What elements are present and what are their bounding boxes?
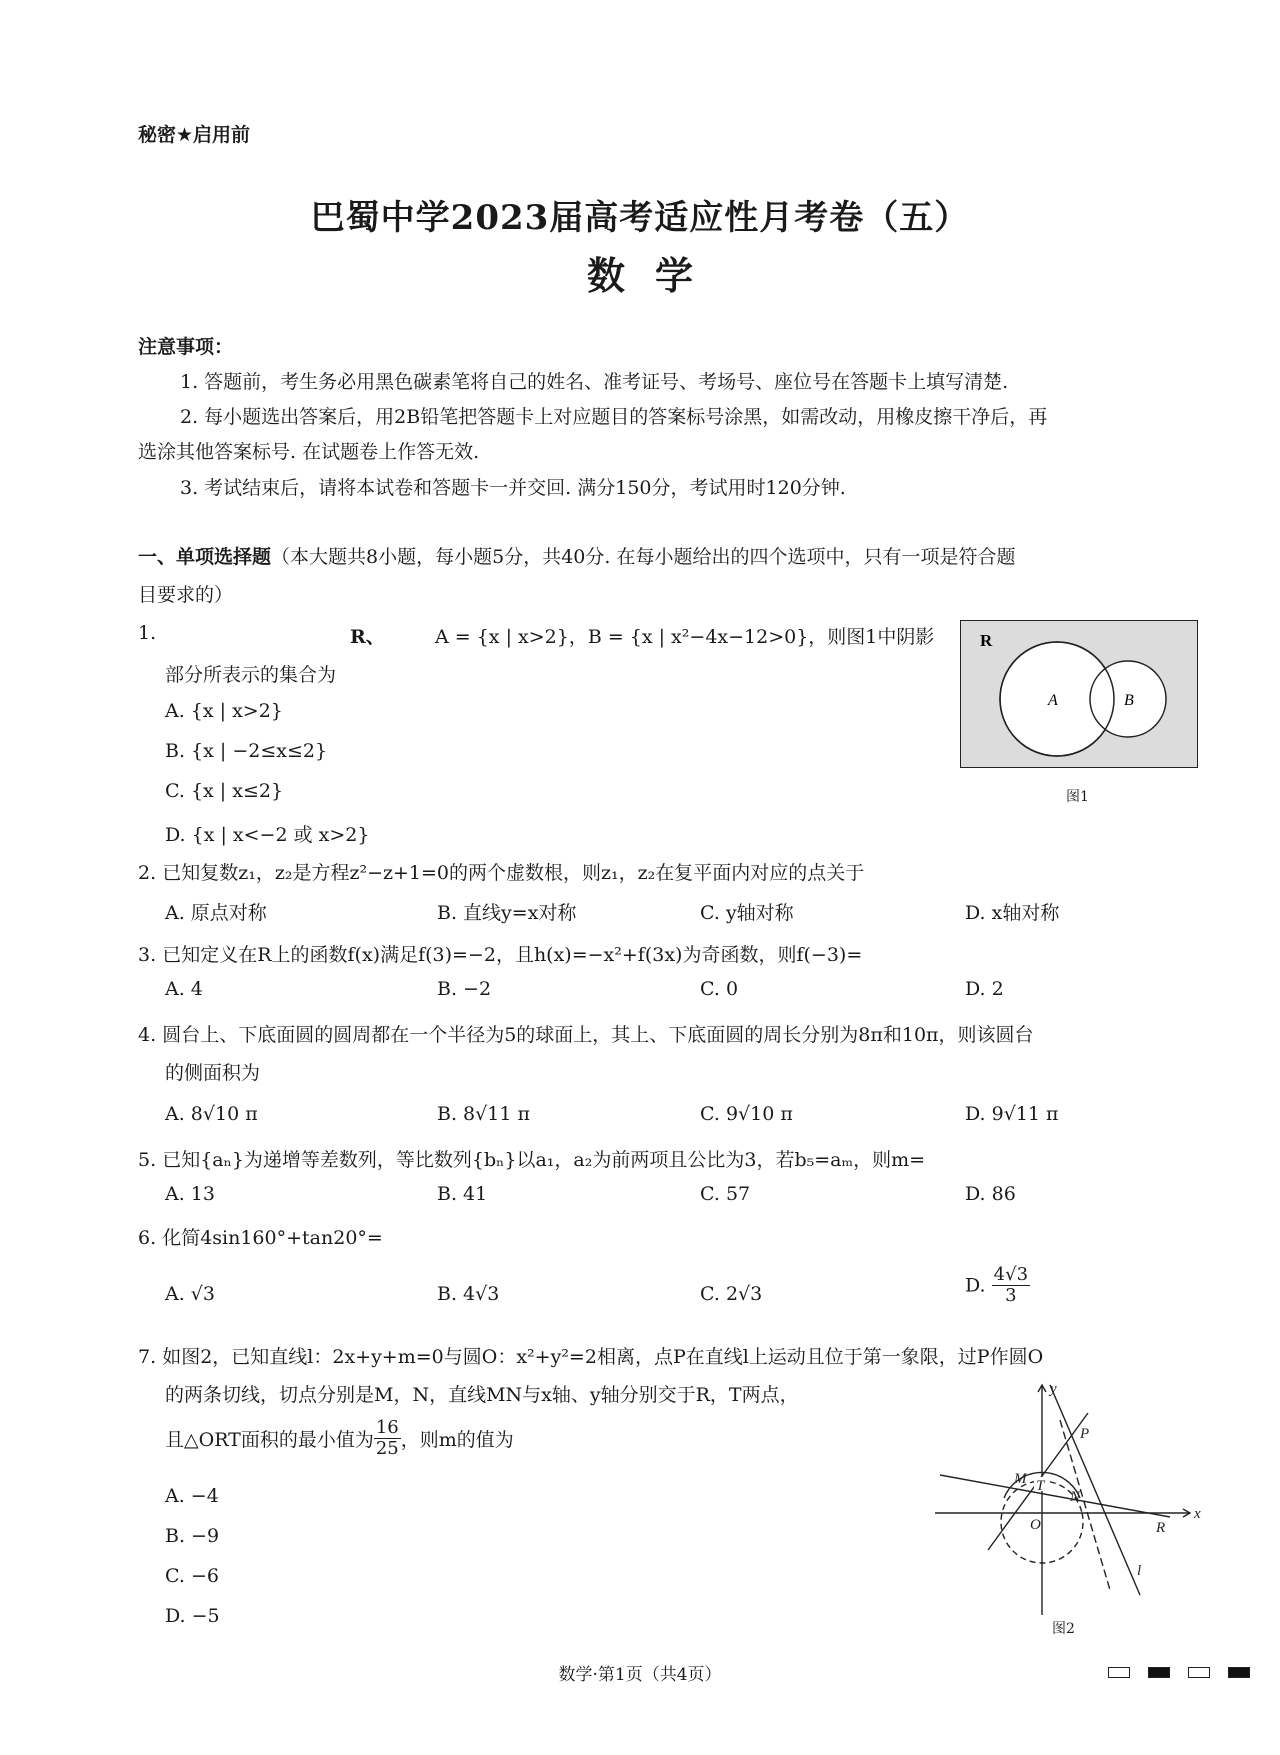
point-p-label: P	[1080, 1426, 1090, 1442]
q7-option-c: C. −6	[165, 1565, 219, 1587]
q7-number: 7.	[138, 1346, 157, 1368]
q3-number: 3.	[138, 944, 157, 966]
q7-fraction-numerator: 16	[375, 1417, 399, 1438]
q3-option-d: D. 2	[965, 978, 1004, 1000]
q1-option-c: C. {x | x≤2}	[165, 780, 284, 802]
q3-option-b: B. −2	[437, 978, 492, 1000]
point-m-label: M	[1014, 1471, 1027, 1487]
q6-option-d-fraction	[992, 1265, 1030, 1306]
q7-fraction-denominator: 25	[375, 1438, 399, 1459]
alignment-marks	[1108, 1662, 1250, 1681]
q2-option-d: D. x轴对称	[965, 902, 1060, 924]
notice-item-1: 1. 答题前，考生务必用黑色碳素笔将自己的姓名、准考证号、考场号、座位号在答题卡上填写清楚.	[180, 371, 1009, 393]
alignment-mark-1	[1108, 1667, 1130, 1678]
alignment-mark-3	[1188, 1667, 1210, 1678]
q4-option-a: A. 8√10 π	[165, 1103, 258, 1125]
q3-option-a: A. 4	[165, 978, 203, 1000]
q7-text-pre: 且△ORT面积的最小值为	[165, 1429, 374, 1451]
set-a-label: A	[1047, 691, 1058, 709]
q1-text-line2: 部分所表示的集合为	[165, 664, 337, 686]
q5-number: 5.	[138, 1149, 157, 1171]
line-mn	[940, 1475, 1170, 1517]
section-title: 一、单项选择题	[138, 546, 272, 568]
q3-option-c: C. 0	[700, 978, 739, 1000]
alignment-mark-4	[1228, 1667, 1250, 1678]
notice-heading: 注意事项：	[138, 336, 234, 358]
q6-option-d-numerator: 4√3	[993, 1264, 1029, 1285]
q5-text: 已知{aₙ}为递增等差数列，等比数列{bₙ}以a₁，a₂为前两项且公比为3，若b₅=aₘ，则m=	[162, 1149, 926, 1171]
q7-fraction	[374, 1418, 401, 1459]
point-t-label: T	[1036, 1478, 1045, 1494]
notice-item-2: 2. 每小题选出答案后，用2B铅笔把答题卡上对应题目的答案标号涂黑，如需改动，用橡皮擦干净后，再	[180, 406, 1048, 428]
notice-item-3: 3. 考试结束后，请将本试卷和答题卡一并交回. 满分150分，考试用时120分钟.	[180, 477, 846, 499]
venn-svg	[960, 620, 1198, 768]
subject-title: 数学	[586, 253, 723, 298]
q4-option-b: B. 8√11 π	[437, 1103, 530, 1125]
q7-text-post: ，则m的值为	[400, 1429, 514, 1451]
line-l-label: l	[1137, 1563, 1142, 1579]
q3-stem	[138, 940, 862, 967]
q4-number: 4.	[138, 1024, 157, 1046]
q4-option-c: C. 9√10 π	[700, 1103, 793, 1125]
page-footer: 数学·第1页（共4页）	[558, 1665, 722, 1685]
y-axis-label: y	[1050, 1381, 1057, 1397]
q5-option-b: B. 41	[437, 1183, 488, 1205]
q7-option-d: D. −5	[165, 1605, 220, 1627]
q6-option-a: A. √3	[165, 1283, 215, 1305]
section-desc: （本大题共8小题，每小题5分，共40分. 在每小题给出的四个选项中，只有一项是符合题	[271, 546, 1016, 568]
q6-option-d-label: D.	[965, 1274, 986, 1297]
x-axis-label: x	[1194, 1506, 1201, 1522]
q4-text: 圆台上、下底面圆的圆周都在一个半径为5的球面上，其上、下底面圆的周长分别为8π和10π，则该圆台	[162, 1024, 1034, 1046]
q6-option-b: B. 4√3	[437, 1283, 500, 1305]
line-l	[1050, 1385, 1140, 1595]
q6-option-c: C. 2√3	[700, 1283, 763, 1305]
figure2-diagram	[930, 1375, 1210, 1625]
confidential-mark: 秘密★启用前	[138, 124, 251, 146]
origin-label: O	[1030, 1517, 1041, 1533]
q4-option-d: D. 9√11 π	[965, 1103, 1059, 1125]
q5-stem	[138, 1145, 925, 1172]
q6-option-d-denominator: 3	[1005, 1285, 1017, 1306]
q5-option-d: D. 86	[965, 1183, 1016, 1205]
q4-stem	[138, 1020, 1034, 1047]
q2-text: 已知复数z₁，z₂是方程z²−z+1=0的两个虚数根，则z₁，z₂在复平面内对应的点关于	[162, 862, 865, 884]
q2-stem	[138, 858, 864, 885]
q3-text: 已知定义在R上的函数f(x)满足f(3)=−2，且h(x)=−x²+f(3x)为奇函数，则f(−3)=	[162, 944, 863, 966]
q6-number: 6.	[138, 1227, 157, 1249]
q5-option-c: C. 57	[700, 1183, 751, 1205]
q1-text-part2: A = {x | x>2}，B = {x | x²−4x−12>0}，则图1中阴影	[435, 626, 935, 648]
q7-stem-line3	[165, 1418, 514, 1459]
figure1-caption: 图1	[1066, 789, 1089, 805]
q6-option-d	[965, 1265, 1030, 1306]
q2-option-c: C. y轴对称	[700, 902, 794, 924]
q6-stem	[138, 1223, 383, 1250]
q7-option-a: A. −4	[165, 1485, 219, 1507]
q2-number: 2.	[138, 862, 157, 884]
q1-number: 1.	[138, 622, 157, 644]
q5-option-a: A. 13	[165, 1183, 215, 1205]
q2-option-a: A. 原点对称	[165, 902, 267, 924]
exam-title: 巴蜀中学2023届高考适应性月考卷（五）	[310, 198, 970, 238]
point-n-label: N	[1070, 1489, 1081, 1505]
q1-option-d: D. {x | x<−2 或 x>2}	[165, 824, 370, 846]
alignment-mark-2	[1148, 1667, 1170, 1678]
notice-item-2-cont: 选涂其他答案标号. 在试题卷上作答无效.	[138, 441, 480, 463]
figure2-caption: 图2	[1052, 1621, 1075, 1637]
q1-option-b: B. {x | −2≤x≤2}	[165, 740, 328, 762]
q1-option-a: A. {x | x>2}	[165, 700, 283, 722]
q7-text: 如图2，已知直线l：2x+y+m=0与圆O：x²+y²=2相离，点P在直线l上运动且位于第一象限，过P作圆O	[162, 1346, 1044, 1368]
set-b-label: B	[1123, 691, 1134, 709]
universe-label: R	[979, 630, 992, 650]
q7-stem	[138, 1342, 1043, 1369]
q4-stem-cont: 的侧面积为	[165, 1062, 261, 1084]
point-r-label: R	[1156, 1520, 1166, 1536]
q1-text-part1: R、	[350, 626, 385, 648]
section-desc-cont: 目要求的）	[138, 584, 234, 606]
figure1-venn	[960, 620, 1198, 768]
q6-text: 化简4sin160°+tan20°=	[162, 1227, 383, 1249]
q7-option-b: B. −9	[165, 1525, 220, 1547]
q2-option-b: B. 直线y=x对称	[437, 902, 577, 924]
section-heading	[138, 542, 1015, 569]
q7-stem-cont: 的两条切线，切点分别是M，N，直线MN与x轴、y轴分别交于R，T两点，	[165, 1384, 799, 1406]
